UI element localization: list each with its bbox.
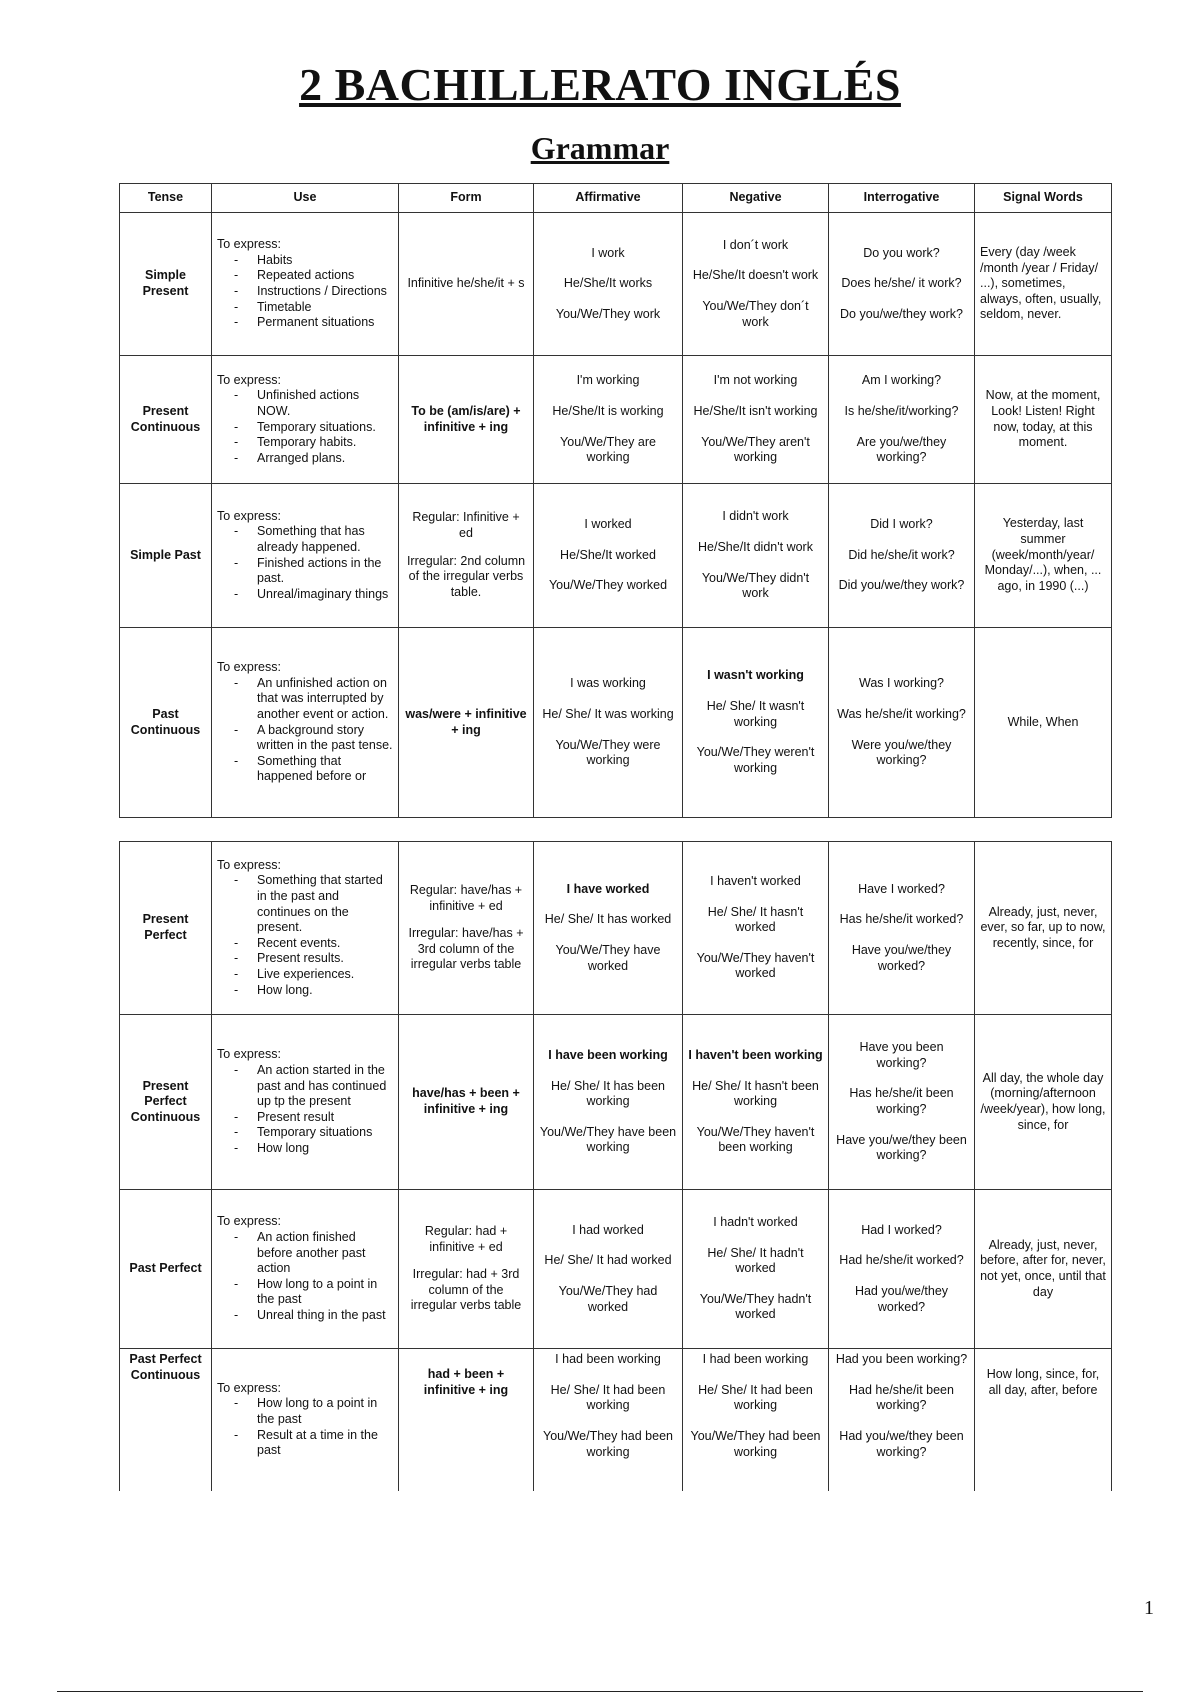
list-item: - Repeated actions: [257, 268, 393, 284]
affirmative-cell: [534, 842, 683, 1015]
interrogative-you: Do you/we/they work?: [840, 306, 963, 321]
affirmative-you: You/We/They have been working: [539, 1124, 677, 1155]
negative-cell: [683, 628, 829, 818]
signal-words-cell: While, When: [975, 628, 1112, 818]
document-subtitle: Grammar: [530, 130, 670, 166]
interrogative-you: Had you/we/they been working?: [839, 1428, 964, 1459]
interrogative-you: Did you/we/they work?: [838, 578, 965, 593]
affirmative-i: I had been working: [555, 1352, 661, 1366]
interrogative-you: Are you/we/they working?: [856, 434, 947, 465]
signal-words-cell: Already, just, never, ever, so far, up to now, recently, since, for: [975, 842, 1112, 1015]
tense-cell: Present Perfect Continuous: [120, 1015, 212, 1190]
negative-he: He/She/It doesn't work: [692, 268, 819, 283]
form-regular: Regular: Infinitive + ed: [412, 510, 520, 541]
table-row: [120, 1015, 1112, 1190]
negative-you: You/We/They haven't been working: [696, 1124, 815, 1155]
list-item: - Timetable: [257, 300, 393, 316]
negative-cell: [683, 213, 829, 356]
use-cell: [212, 213, 399, 356]
list-item: - Present results.: [257, 951, 393, 967]
form-irregular: Irregular: have/has + 3rd column of the irregular verbs table: [408, 926, 524, 972]
interrogative-i: Have I worked?: [858, 881, 945, 896]
list-item: - Temporary situations: [257, 1125, 393, 1141]
negative-cell: [683, 484, 829, 628]
signal-words-cell: Yesterday, last summer (week/month/year/ Monday/...), when, ... ago, in 1990 (...): [975, 484, 1112, 628]
interrogative-cell: [829, 1015, 975, 1190]
negative-i: I didn't work: [722, 509, 789, 524]
list-item: - Temporary situations.: [257, 420, 393, 436]
negative-you: You/We/They aren't working: [701, 434, 810, 465]
affirmative-he: He/She/It is working: [552, 403, 664, 418]
negative-cell: [683, 1349, 829, 1491]
tense-cell: Present Perfect: [120, 842, 212, 1015]
affirmative-you: You/We/They are working: [560, 434, 656, 465]
list-item: - An unfinished action on that was interrupted by another event or action.: [257, 676, 393, 723]
interrogative-i: Am I working?: [861, 373, 942, 388]
negative-i: I haven't been working: [688, 1047, 823, 1062]
form-text: was/were + infinitive + ing: [405, 706, 527, 737]
tense-cell: Simple Past: [120, 484, 212, 628]
header-affirmative: Affirmative: [534, 184, 683, 213]
negative-you: You/We/They hadn't worked: [699, 1291, 812, 1322]
tense-cell: Present Continuous: [120, 356, 212, 484]
use-list: [217, 524, 393, 602]
tense-cell: Past Perfect Continuous: [120, 1349, 212, 1491]
affirmative-i: I had worked: [572, 1222, 644, 1237]
use-list: [217, 1230, 393, 1324]
negative-you: You/We/They didn't work: [701, 570, 810, 601]
form-cell: [399, 1015, 534, 1190]
affirmative-cell: [534, 1349, 683, 1491]
interrogative-he: Had he/she/it been working?: [849, 1382, 954, 1413]
use-cell: [212, 1190, 399, 1349]
negative-you: You/We/They don´t work: [702, 299, 809, 329]
interrogative-cell: [829, 1190, 975, 1349]
table-header-row: [120, 184, 1112, 213]
list-item: - Something that started in the past and continues on the present.: [257, 873, 393, 936]
list-item: - Temporary habits.: [257, 435, 393, 451]
affirmative-he: He/She/It works: [563, 276, 653, 291]
form-text: have/has + been + infinitive + ing: [412, 1086, 520, 1116]
use-cell: [212, 842, 399, 1015]
list-item: - Something that happened before or: [257, 754, 393, 785]
affirmative-you: You/We/They worked: [548, 578, 668, 593]
list-item: - Result at a time in the past: [257, 1428, 393, 1459]
list-item: - Live experiences.: [257, 967, 393, 983]
tense-cell: Past Continuous: [120, 628, 212, 818]
interrogative-i: Did I work?: [870, 517, 933, 532]
header-form: Form: [399, 184, 534, 213]
form-cell: [399, 1349, 534, 1491]
use-intro: To express:: [217, 372, 281, 387]
header-tense: Tense: [120, 184, 212, 213]
negative-he: He/She/It isn't working: [693, 403, 818, 418]
list-item: - How long to a point in the past: [257, 1277, 393, 1308]
list-item: - Present result: [257, 1110, 393, 1126]
affirmative-he: He/ She/ It has worked: [544, 912, 672, 927]
negative-cell: [683, 842, 829, 1015]
affirmative-i: I was working: [570, 676, 646, 691]
affirmative-he: He/ She/ It was working: [542, 706, 674, 721]
negative-cell: [683, 1190, 829, 1349]
affirmative-i: I work: [591, 245, 625, 260]
use-intro: To express:: [217, 660, 281, 674]
affirmative-you: You/We/They had been working: [543, 1428, 673, 1459]
affirmative-cell: [534, 1015, 683, 1190]
signal-words-cell: All day, the whole day (morning/afternoon /week/year), how long, since, for: [975, 1015, 1112, 1190]
use-cell: [212, 356, 399, 484]
table-row: [120, 484, 1112, 628]
interrogative-i: Was I working?: [859, 676, 944, 691]
negative-you: You/We/They haven't worked: [696, 950, 815, 981]
list-item: - Unreal/imaginary things: [257, 587, 393, 603]
negative-cell: [683, 356, 829, 484]
list-item: - Habits: [257, 253, 393, 269]
affirmative-cell: [534, 356, 683, 484]
interrogative-he: Did he/she/it work?: [848, 547, 955, 562]
negative-i: I had been working: [702, 1352, 809, 1366]
negative-you: You/We/They weren't working: [696, 745, 815, 775]
use-intro: To express:: [217, 1047, 281, 1062]
form-cell: [399, 1190, 534, 1349]
header-use: Use: [212, 184, 399, 213]
interrogative-he: Is he/she/it/working?: [844, 403, 959, 418]
form-cell: [399, 356, 534, 484]
interrogative-cell: [829, 213, 975, 356]
header-interrogative: Interrogative: [829, 184, 975, 213]
form-cell: [399, 213, 534, 356]
form-text: To be (am/is/are) + infinitive + ing: [411, 403, 521, 434]
use-cell: [212, 1349, 399, 1491]
signal-words-cell: Now, at the moment, Look! Listen! Right now, today, at this moment.: [975, 356, 1112, 484]
use-cell: [212, 628, 399, 818]
list-item: - An action started in the past and has continued up tp the present: [257, 1063, 393, 1110]
tense-cell: Past Perfect: [120, 1190, 212, 1349]
signal-words-cell: How long, since, for, all day, after, before: [975, 1349, 1112, 1491]
interrogative-he: Has he/she/it been working?: [849, 1086, 954, 1116]
negative-i: I haven't worked: [710, 873, 801, 888]
interrogative-he: Has he/she/it worked?: [839, 912, 964, 927]
negative-he: He/ She/ It hasn't worked: [707, 904, 804, 935]
interrogative-cell: [829, 842, 975, 1015]
table-row: [120, 1190, 1112, 1349]
negative-he: He/She/It didn't work: [698, 539, 813, 554]
form-cell: [399, 628, 534, 818]
negative-he: He/ She/ It had been working: [698, 1382, 813, 1413]
list-item: - Unreal thing in the past: [257, 1308, 393, 1324]
affirmative-he: He/She/It worked: [560, 547, 656, 562]
interrogative-cell: [829, 1349, 975, 1491]
affirmative-he: He/ She/ It had been working: [550, 1382, 666, 1413]
list-item: - How long to a point in the past: [257, 1396, 393, 1427]
use-list: [217, 388, 393, 466]
negative-i: I'm not working: [713, 373, 798, 388]
form-cell: [399, 484, 534, 628]
interrogative-you: Have you/we/they been working?: [836, 1132, 967, 1163]
list-item: - Instructions / Directions: [257, 284, 393, 300]
interrogative-i: Do you work?: [863, 245, 940, 260]
negative-i: I hadn't worked: [713, 1214, 798, 1229]
interrogative-cell: [829, 628, 975, 818]
table-row: [120, 628, 1112, 818]
document-title: 2 BACHILLERATO INGLÉS: [299, 59, 901, 110]
use-intro: To express:: [217, 1380, 281, 1395]
header-negative: Negative: [683, 184, 829, 213]
negative-you: You/We/They had been working: [690, 1428, 821, 1459]
header-signal-words: Signal Words: [975, 184, 1112, 213]
use-intro: To express:: [217, 237, 281, 252]
page-number: 1: [1144, 1597, 1154, 1619]
interrogative-he: Was he/she/it working?: [837, 706, 966, 721]
signal-words-cell: Every (day /week /month /year / Friday/ ...), sometimes, always, often, usually, seldom, never.: [975, 213, 1112, 356]
interrogative-i: Have you been working?: [859, 1040, 944, 1070]
use-intro: To express:: [217, 508, 281, 523]
negative-i: I don´t work: [722, 237, 789, 252]
form-regular: Regular: had + infinitive + ed: [424, 1223, 508, 1254]
use-cell: [212, 484, 399, 628]
footer-divider: [57, 1691, 1143, 1692]
form-regular: Regular: have/has + infinitive + ed: [409, 882, 523, 913]
form-irregular: Irregular: 2nd column of the irregular verbs table.: [406, 553, 526, 599]
table-row: [120, 1349, 1112, 1491]
negative-he: He/ She/ It hadn't worked: [707, 1245, 804, 1276]
affirmative-cell: [534, 628, 683, 818]
interrogative-he: Had he/she/it worked?: [839, 1253, 964, 1268]
use-intro: To express:: [217, 1214, 281, 1229]
negative-cell: [683, 1015, 829, 1190]
list-item: - Recent events.: [257, 936, 393, 952]
affirmative-i: I'm working: [576, 373, 640, 388]
list-item: - Something that has already happened.: [257, 524, 393, 555]
use-list: [217, 1396, 393, 1459]
form-text: Infinitive he/she/it + s: [407, 276, 525, 291]
list-item: - How long: [257, 1141, 393, 1157]
affirmative-i: I have worked: [566, 881, 650, 896]
interrogative-cell: [829, 484, 975, 628]
interrogative-cell: [829, 356, 975, 484]
list-item: - Arranged plans.: [257, 451, 393, 467]
interrogative-you: Have you/we/they worked?: [851, 943, 952, 973]
interrogative-i: Had I worked?: [861, 1222, 942, 1237]
list-item: - How long.: [257, 983, 393, 999]
use-list: [217, 676, 393, 785]
affirmative-cell: [534, 213, 683, 356]
affirmative-you: You/We/They had worked: [558, 1284, 658, 1314]
list-item: - Finished actions in the past.: [257, 556, 393, 587]
signal-words-cell: Already, just, never, before, after for, never, not yet, once, until that day: [975, 1190, 1112, 1349]
interrogative-i: Had you been working?: [835, 1352, 968, 1366]
list-item: - A background story written in the past tense.: [257, 723, 393, 754]
tense-cell: Simple Present: [120, 213, 212, 356]
affirmative-i: I have been working: [548, 1047, 668, 1062]
table-row: [120, 213, 1112, 356]
interrogative-you: Were you/we/they working?: [851, 737, 952, 768]
affirmative-you: You/We/They have worked: [555, 943, 661, 973]
grammar-table-part-1: [119, 183, 1112, 818]
negative-he: He/ She/ It wasn't working: [706, 699, 805, 729]
interrogative-he: Does he/she/ it work?: [841, 276, 962, 291]
form-text: had + been + infinitive + ing: [423, 1367, 509, 1397]
table-row: [120, 356, 1112, 484]
list-item: - An action finished before another past action: [257, 1230, 393, 1277]
negative-i: I wasn't working: [707, 668, 804, 683]
affirmative-you: You/We/They work: [555, 306, 661, 321]
list-item: - Unfinished actions NOW.: [257, 388, 393, 419]
list-item: - Permanent situations: [257, 315, 393, 331]
use-cell: [212, 1015, 399, 1190]
affirmative-he: He/ She/ It has been working: [551, 1078, 665, 1109]
form-irregular: Irregular: had + 3rd column of the irregular verbs table: [410, 1267, 522, 1313]
use-list: [217, 253, 393, 331]
use-list: [217, 873, 393, 998]
table-row: [120, 842, 1112, 1015]
affirmative-he: He/ She/ It had worked: [544, 1253, 672, 1268]
interrogative-you: Had you/we/they worked?: [854, 1284, 949, 1314]
affirmative-cell: [534, 484, 683, 628]
grammar-table-part-2: [119, 841, 1112, 1491]
affirmative-cell: [534, 1190, 683, 1349]
use-list: [217, 1063, 393, 1157]
use-intro: To express:: [217, 857, 281, 872]
affirmative-you: You/We/They were working: [555, 737, 661, 768]
form-cell: [399, 842, 534, 1015]
affirmative-i: I worked: [584, 517, 632, 532]
negative-he: He/ She/ It hasn't been working: [692, 1078, 819, 1109]
